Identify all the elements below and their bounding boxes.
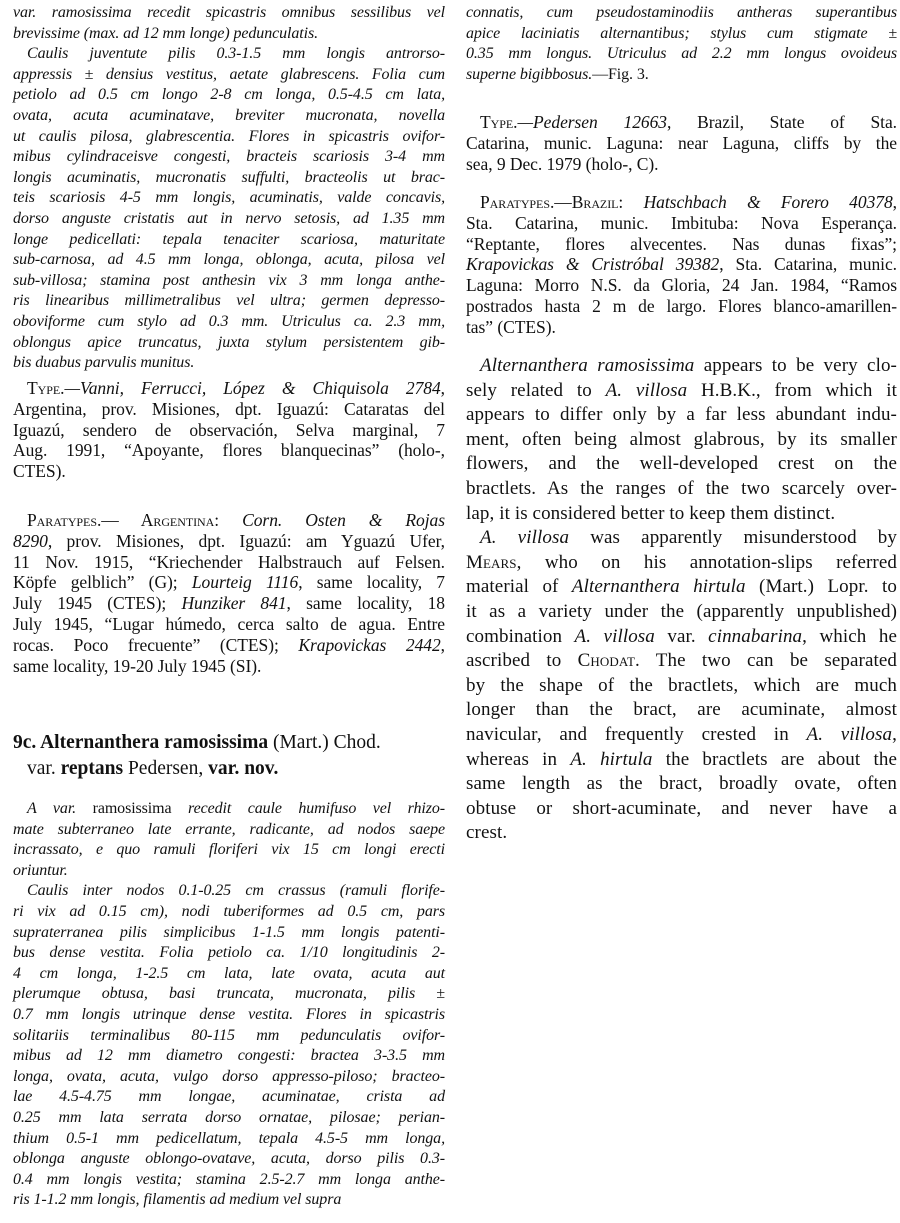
text-line <box>13 169 445 187</box>
text-line <box>466 192 897 213</box>
text-run: Mears <box>466 551 517 573</box>
text-run: sub-carnosa, ad 4.5 mm longa, oblonga, acuta, pilosa vel <box>13 251 445 269</box>
text-line <box>13 313 445 331</box>
text-line <box>13 635 445 656</box>
text-run: Caulis juventute pilis 0.3-1.5 mm longis antrorso- <box>27 45 445 63</box>
text-line <box>13 614 445 635</box>
text-line <box>13 924 445 942</box>
text-run: var. <box>654 625 709 647</box>
text-run: mibus ad 12 mm diametro congesti: bractea 3-3.5 mm <box>13 1047 445 1065</box>
text-line <box>466 213 897 234</box>
text-line <box>466 112 897 133</box>
text-line <box>13 148 445 166</box>
text-run: teis scariosis 4-5 mm longis, acuminatis, valde concavis, <box>13 189 445 207</box>
text-run: bus dense vestita. Folia petiolo ca. 1/10 longitudinis 2- <box>13 944 445 962</box>
text-run: postrados hasta 2 m de largo. Flores blanco-amarillen- <box>466 296 897 316</box>
text-line <box>466 650 897 672</box>
text-run: Type. <box>480 112 518 132</box>
text-line <box>13 1191 445 1209</box>
text-line <box>466 798 897 820</box>
text-run: dorso anguste cristatis aut in nervo setosis, ad 1.35 mm <box>13 210 445 227</box>
text-run: , prov. Misiones, dpt. Iguazú: am Yguazú Ufer, <box>47 530 445 551</box>
text-line <box>466 45 897 63</box>
text-run: , same locality, 18 <box>286 593 445 614</box>
text-run: 9c. Alternanthera ramosissima <box>13 732 269 753</box>
text-run: brevissime (max. ad 12 mm longe) pedunculatis. <box>13 24 318 42</box>
text-line <box>466 380 897 402</box>
text-run: ment, often being almost glabrous, by its smaller <box>466 428 897 450</box>
text-run: Chodat <box>577 650 635 672</box>
text-run: , <box>440 378 445 398</box>
text-run: longe pedicellati: tepala tenaciter scariosa, maturitate <box>13 230 445 248</box>
text-run: it as a variety under the (apparently unpublished) <box>466 601 897 622</box>
text-run: tas” (CTES). <box>466 316 556 337</box>
text-run: bractlets. As the ranges of the two scarcely over- <box>466 478 897 499</box>
text-line <box>466 552 897 574</box>
text-run: var. <box>27 758 61 779</box>
text-run: supraterranea pilis simplicibus 1-1.5 mm longis patenti- <box>13 923 445 941</box>
text-run: 4 cm longa, 1-2.5 cm lata, late ovata, acuta aut <box>13 964 445 982</box>
text-run: sea, 9 Dec. 1979 (holo-, C). <box>466 153 659 174</box>
text-run: longis acuminatis, mucronatis suffulti, bracteolis ut brac- <box>13 168 445 186</box>
text-line <box>13 86 445 104</box>
text-run: the bractlets are about the <box>652 748 897 770</box>
text-line <box>466 133 897 154</box>
text-run: was apparently misunderstood by <box>569 527 897 549</box>
text-line <box>466 154 897 175</box>
text-line <box>13 210 445 228</box>
text-line <box>13 45 445 63</box>
text-run: sely related to <box>466 379 606 401</box>
text-line <box>13 1088 445 1106</box>
text-line <box>13 1171 445 1189</box>
text-run: , <box>892 192 897 212</box>
text-line <box>466 429 897 451</box>
text-run: Type. <box>27 378 65 398</box>
text-line <box>13 378 445 399</box>
text-run: Sta. Catarina, munic. Imbituba: Nova Esperança. <box>466 212 897 233</box>
text-line <box>13 66 445 84</box>
text-line <box>13 334 445 352</box>
text-run: ris linearibus millimetralibus vel ultra; germen depresso- <box>13 292 445 310</box>
text-line <box>466 576 897 598</box>
text-run: (Mart.) Lopr. to <box>745 576 897 598</box>
text-run: appears to differ only by a far less abundant indu- <box>466 404 897 426</box>
text-line <box>13 1027 445 1045</box>
text-run: . The two can be separated <box>634 650 897 672</box>
text-line <box>13 572 445 593</box>
text-run: solitariis terminalibus 80-115 mm pedunculatis ovifor- <box>13 1026 445 1044</box>
text-line <box>13 985 445 1003</box>
text-line <box>466 404 897 426</box>
text-run: same locality, 19-20 July 1945 (SI). <box>13 655 262 676</box>
text-run: 0.35 mm longus. Utriculus ad 2.2 mm longus ovoideus <box>466 45 897 63</box>
text-line <box>466 25 897 43</box>
text-line <box>13 1068 445 1086</box>
text-run: bis duabus parvulis munitus. <box>13 354 195 372</box>
text-run: reptans <box>60 758 124 779</box>
text-run: by the shape of the bractlets, which are much <box>466 674 897 696</box>
text-run: Alternanthera hirtula <box>571 576 746 598</box>
text-run: A. villosa <box>806 724 893 745</box>
text-line <box>466 773 897 795</box>
text-run: A. hirtula <box>570 748 653 770</box>
text-run: recedit caule humifuso vel rhizo- <box>171 800 445 817</box>
text-run: Alternanthera ramosissima <box>480 355 695 376</box>
text-line <box>13 1150 445 1168</box>
text-line <box>13 965 445 983</box>
text-line <box>466 503 897 525</box>
text-line <box>466 453 897 475</box>
text-run: oblongus apice truncatus, juxta stylum persistentem gib- <box>13 333 445 351</box>
text-run: apice laciniatis alternantibus; stylus cum stigmate ± <box>466 24 897 42</box>
text-run: Krapovickas 2442 <box>298 634 441 655</box>
text-run: , <box>892 724 897 745</box>
text-line <box>466 4 897 22</box>
text-run: —Fig. 3. <box>592 65 649 83</box>
text-line <box>13 107 445 125</box>
text-run: Iguazú, sendero de observación, Selva marginal, 7 <box>13 419 445 440</box>
text-run: , Brazil, State of Sta. <box>667 112 897 132</box>
text-line <box>13 128 445 146</box>
text-run: ascribed to <box>466 650 578 672</box>
text-run: H.B.K., from which it <box>687 379 897 401</box>
text-run: 11 Nov. 1915, “Kriechender Halbstrauch auf Felsen. <box>13 551 445 572</box>
text-line <box>13 4 445 22</box>
text-run: Caulis inter nodos 0.1-0.25 cm crassus (ramuli florife- <box>27 882 445 900</box>
text-line <box>13 552 445 573</box>
text-run: oblonga anguste oblongo-ovatave, acuta, dorso pilis 0.3- <box>13 1150 445 1168</box>
text-run: var. ramosissima recedit spicastris omnibus sessilibus vel <box>13 4 445 21</box>
text-run: A. villosa <box>605 379 688 401</box>
text-run: Catarina, munic. Laguna: near Laguna, cliffs by the <box>466 132 897 153</box>
text-run: Pedersen, <box>123 758 209 779</box>
text-run: sub-villosa; stamina post anthesin vix 3 mm longa anthe- <box>13 271 445 289</box>
text-run: appears to be very clo- <box>694 355 897 376</box>
text-run: lap, it is considered better to keep them distinct. <box>466 502 836 524</box>
text-run: “Reptante, flores alvecentes. Nas dunas fixas”; <box>466 233 897 254</box>
text-run: same length as the bract, broadly ovate, often <box>466 773 897 795</box>
text-line <box>13 399 445 420</box>
text-run: var. nov. <box>208 758 279 779</box>
text-line <box>13 862 445 880</box>
text-run: Köpfe gelblich” (G); <box>13 572 192 593</box>
text-run: ovata, acuta acuminatave, breviter mucronata, novella <box>13 107 445 124</box>
text-line <box>13 903 445 921</box>
text-line <box>13 25 445 43</box>
text-run: superne bigibbosus. <box>466 65 593 83</box>
text-run: connatis, cum pseudostaminodiis antheras superantibus <box>466 4 897 21</box>
text-run: July 1945, “Lugar húmedo, cerca salto de agua. Entre <box>13 614 445 634</box>
text-line <box>466 234 897 255</box>
text-run: navicular, and frequently crested in <box>466 724 807 745</box>
text-run: longa, ovata, acuta, vulgo dorso appresso-piloso; bracteo- <box>13 1067 445 1085</box>
text-line <box>466 296 897 317</box>
text-line <box>466 317 897 338</box>
text-run: Corn. Osten & Rojas <box>242 510 445 530</box>
text-run: incrassato, e quo ramuli floriferi vix 15 cm longi erecti <box>13 841 445 859</box>
text-run: oriuntur. <box>13 861 68 879</box>
text-run: ris 1-1.2 mm longis, filamentis ad medium vel supra <box>13 1191 342 1209</box>
text-line <box>13 531 445 552</box>
text-line <box>13 510 445 531</box>
text-run: whereas in <box>466 748 571 770</box>
text-run: material of <box>466 576 572 598</box>
text-run: —Vanni, Ferrucci, López & Chiquisola 2784 <box>64 378 441 398</box>
text-run: A. villosa <box>480 527 570 549</box>
text-run: Hunziker 841 <box>181 593 287 614</box>
text-line <box>466 478 897 500</box>
text-run: mibus cylindraceisve congesti, bracteis scariosis 3-4 mm <box>13 148 445 166</box>
text-line <box>13 593 445 614</box>
text-run: Paratypes.— Argentina: <box>27 510 243 530</box>
text-run: appressis ± densius vestitus, aetate glabrescens. Folia cum <box>13 65 445 83</box>
text-run: thium 0.5-1 mm pedicellatum, tepala 4.5-5 mm longa, <box>13 1129 445 1147</box>
text-run: rocas. Poco frecuente” (CTES); <box>13 634 299 655</box>
text-line <box>13 420 445 441</box>
text-line <box>13 272 445 290</box>
text-run: , <box>440 634 445 655</box>
text-run: 0.4 mm longis vestita; stamina 2.5-2.7 mm longa anthe- <box>13 1170 445 1188</box>
text-line <box>466 699 897 721</box>
text-run: lae 4.5-4.75 mm longae, acuminatae, crista ad <box>13 1088 445 1106</box>
text-run: ut caulis pilosa, glabrescentia. Flores in spicastris ovifor- <box>13 127 445 145</box>
text-line <box>13 461 445 482</box>
text-run: combination <box>466 625 575 647</box>
text-run: 0.7 mm longis utrinque dense vestita. Flores in spicastris <box>13 1006 445 1023</box>
text-run: oboviforme cum stylo ad 0.3 mm. Utriculus ca. 2.3 mm, <box>13 313 445 330</box>
text-run: mate subterraneo late errante, radicante, ad nodos saepe <box>13 820 445 838</box>
text-run: 8290 <box>13 530 48 551</box>
text-line <box>13 800 445 818</box>
text-line <box>13 1047 445 1065</box>
text-line <box>13 882 445 900</box>
text-run: longer than the bract, are acuminate, almost <box>466 699 897 721</box>
text-line <box>466 66 897 84</box>
text-line <box>13 758 445 780</box>
text-line <box>13 231 445 249</box>
text-run: A var. <box>27 800 93 817</box>
text-line <box>466 749 897 771</box>
text-run: ramosissima <box>92 800 172 817</box>
text-line <box>13 656 445 677</box>
text-run: , which he <box>802 625 897 647</box>
text-line <box>466 254 897 275</box>
text-run: , same locality, 7 <box>298 572 446 593</box>
text-run: —Pedersen 12663 <box>517 112 668 132</box>
text-run: Laguna: Morro N.S. da Gloria, 24 Jan. 1984, “Ramos <box>466 275 897 296</box>
text-line <box>13 354 445 372</box>
text-run: petiolo ad 0.5 cm longo 2-8 cm longa, 0.5-4.5 cm lata, <box>13 86 445 104</box>
text-line <box>13 292 445 310</box>
text-line <box>13 732 445 754</box>
text-run: cinnabarina <box>708 625 803 647</box>
text-run: , who on his annotation-slips referred <box>516 551 897 573</box>
text-line <box>466 675 897 697</box>
text-line <box>466 527 897 549</box>
text-line <box>13 251 445 269</box>
text-run: Paratypes.—Brazil: <box>480 192 644 212</box>
text-line <box>466 822 897 844</box>
text-run: Aug. 1991, “Apoyante, flores blanquecinas” (holo-, <box>13 440 445 461</box>
text-line <box>13 841 445 859</box>
text-line <box>466 724 897 746</box>
text-run: Argentina, prov. Misiones, dpt. Iguazú: Cataratas del <box>13 398 445 419</box>
text-line <box>13 944 445 962</box>
text-run: CTES). <box>13 461 66 482</box>
text-run: crest. <box>466 822 508 844</box>
text-run: A. villosa <box>574 625 655 647</box>
text-run: Lourteig 1116 <box>191 572 299 593</box>
text-line <box>13 189 445 207</box>
text-line <box>13 1006 445 1024</box>
text-line <box>466 601 897 623</box>
text-run: Krapovickas & Cristróbal 39382 <box>466 254 720 275</box>
text-run: 0.25 mm lata serrata dorso ornatae, pilosae; perian- <box>13 1109 445 1126</box>
text-run: plerumque obtusa, basi truncata, mucronata, pilis ± <box>13 985 445 1003</box>
text-line <box>466 626 897 648</box>
text-run: Hatschbach & Forero 40378 <box>643 192 893 212</box>
text-line <box>466 275 897 296</box>
text-line <box>466 355 897 377</box>
text-run: obtuse or short-acuminate, and never have a <box>466 797 897 819</box>
text-line <box>13 1130 445 1148</box>
text-run: ri vix ad 0.15 cm), nodi tuberiformes ad 0.5 cm, pars <box>13 903 445 920</box>
text-run: (Mart.) Chod. <box>268 732 381 753</box>
text-line <box>13 1109 445 1127</box>
text-run: , Sta. Catarina, munic. <box>719 254 897 275</box>
text-run: July 1945 (CTES); <box>13 593 182 614</box>
text-run: flowers, and the well-developed crest on the <box>466 453 897 475</box>
text-line <box>13 821 445 839</box>
text-line <box>13 440 445 461</box>
